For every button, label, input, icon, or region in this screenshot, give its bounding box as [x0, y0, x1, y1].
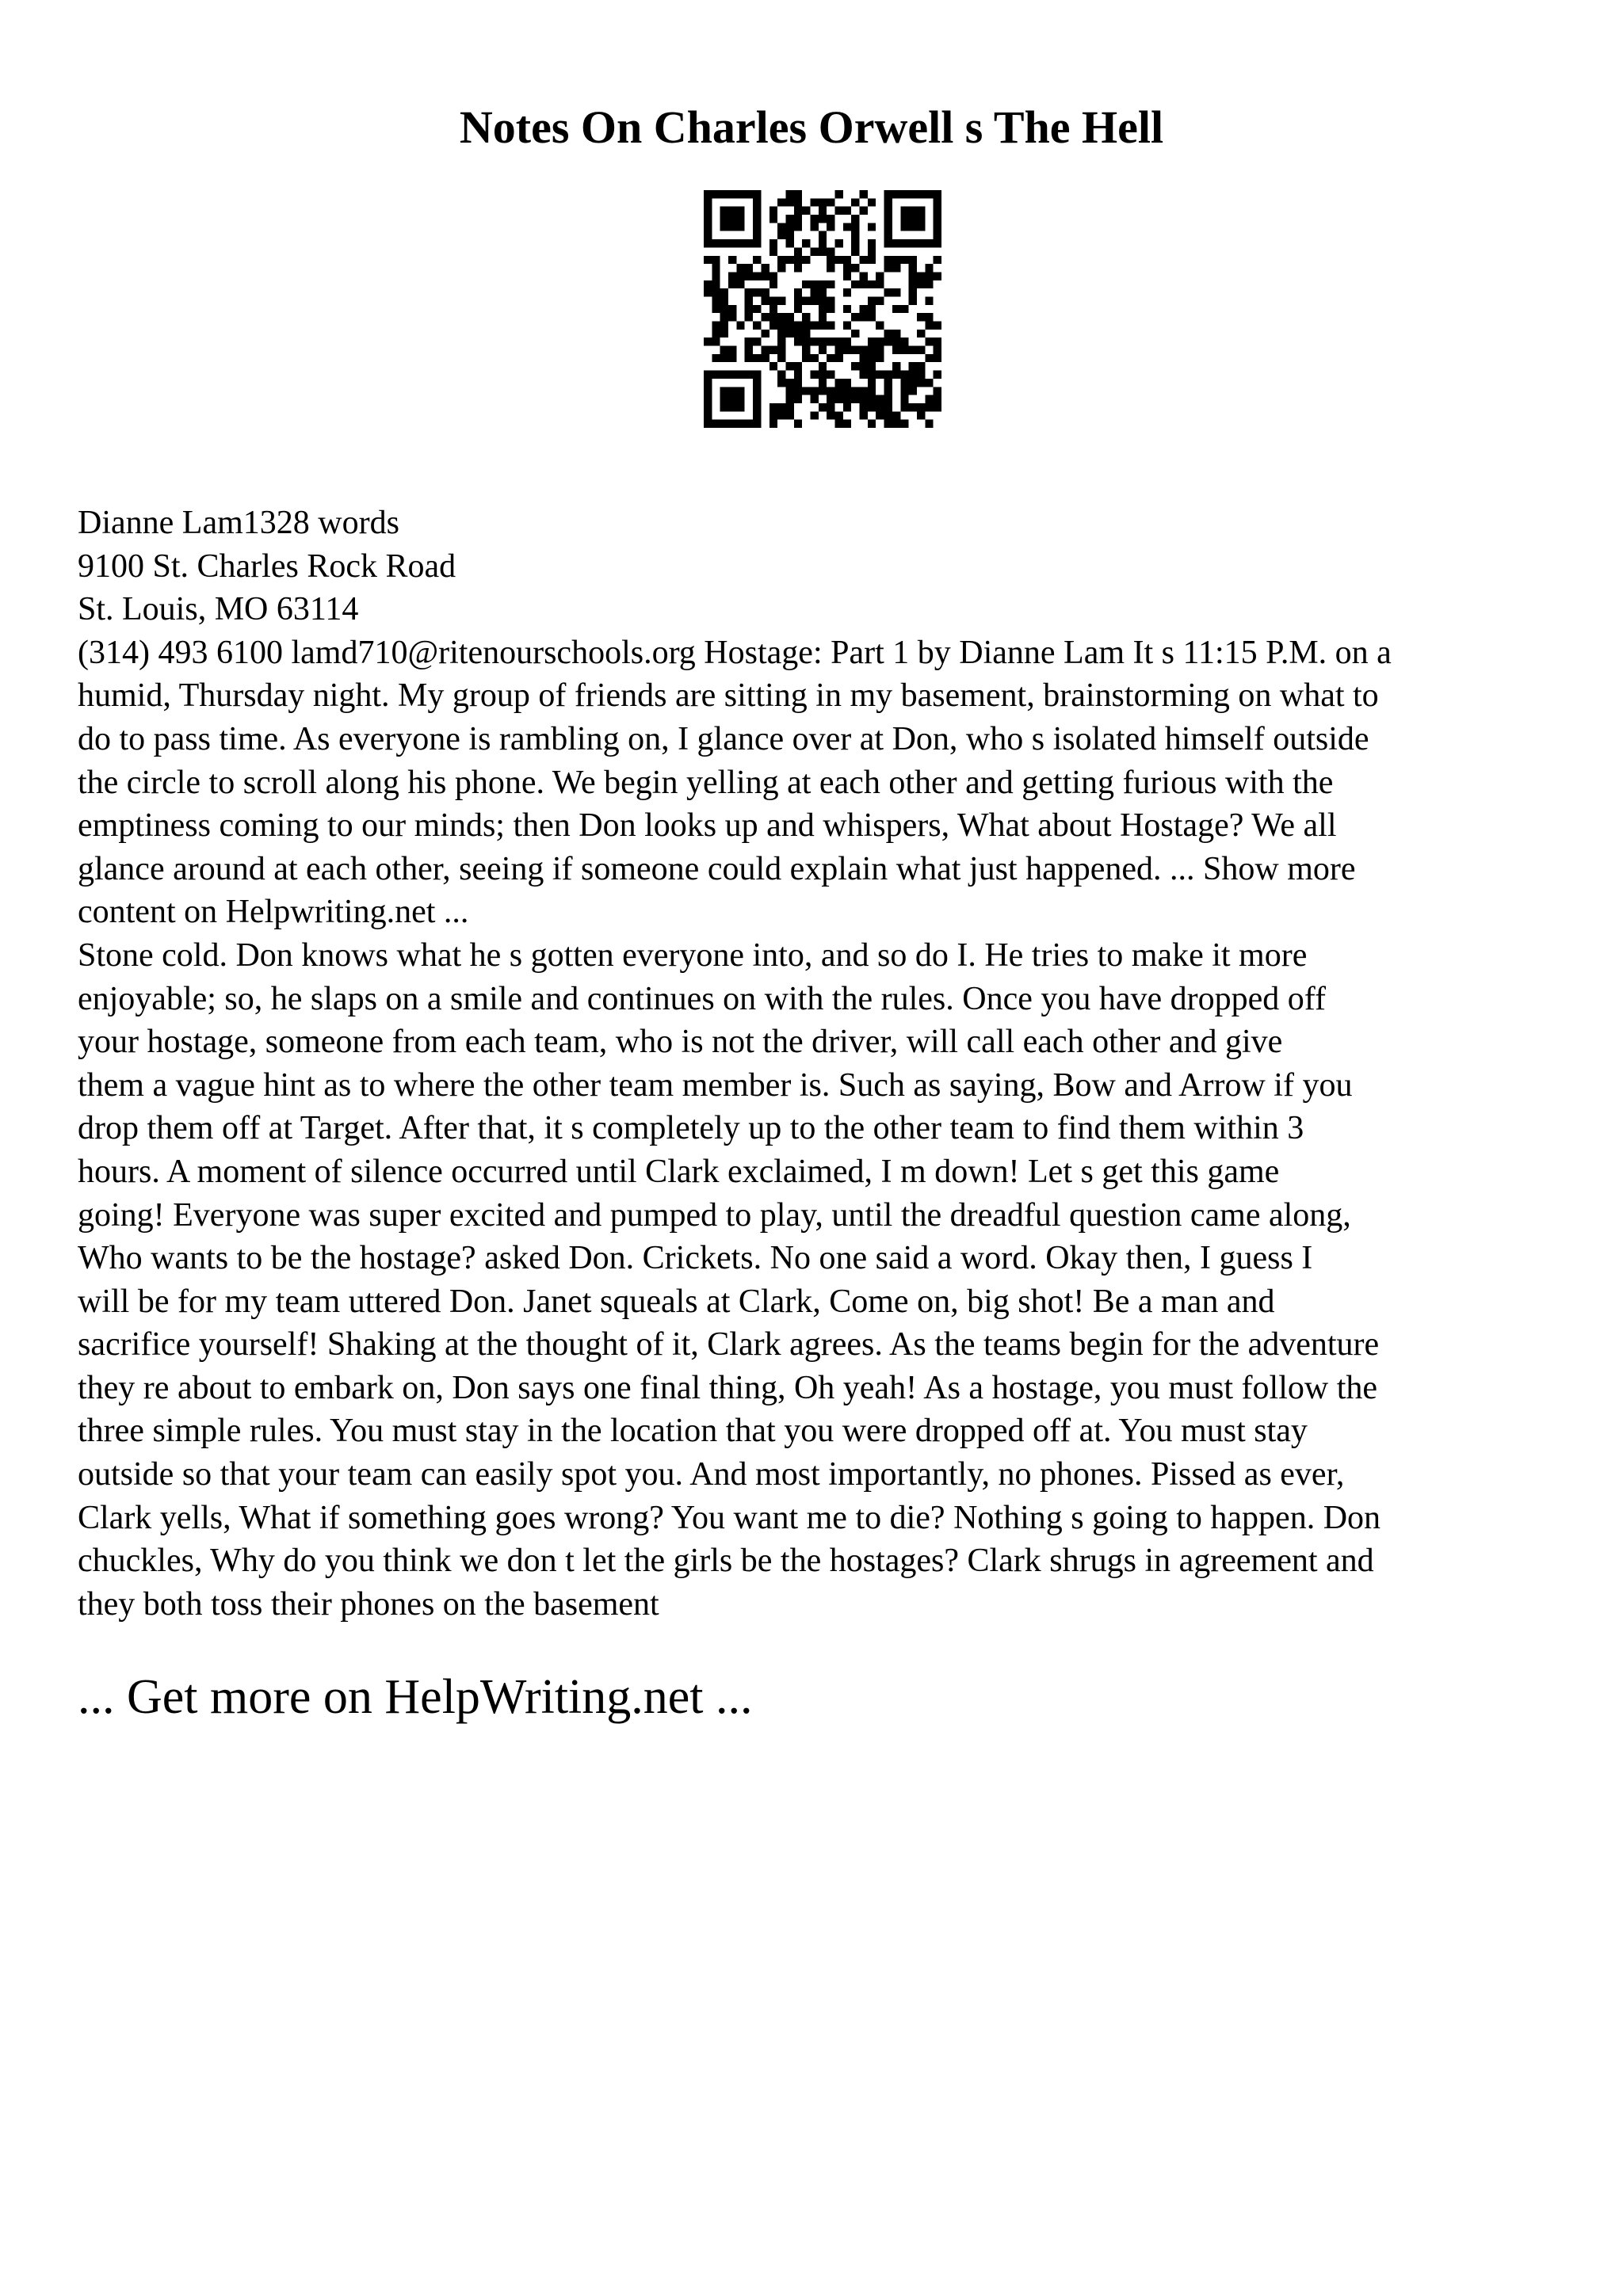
text-line: drop them off at Target. After that, it s completely up to the other team to find them within 3	[78, 1110, 1304, 1147]
text-line: sacrifice yourself! Shaking at the thought of it, Clark agrees. As the teams begin for the adventure	[78, 1326, 1380, 1363]
qr-code-graphic	[704, 190, 941, 428]
text-line: they re about to embark on, Don says one final thing, Oh yeah! As a hostage, you must follow the	[78, 1369, 1378, 1406]
text-line: will be for my team uttered Don. Janet squeals at Clark, Come on, big shot! Be a man and	[78, 1283, 1275, 1320]
text-line: Stone cold. Don knows what he s gotten everyone into, and so do I. He tries to make it more	[78, 936, 1308, 974]
helpwriting-link[interactable]: ... Get more on HelpWriting.net ...	[78, 1670, 753, 1724]
qr-code-icon	[704, 190, 941, 428]
text-line: emptiness coming to our minds; then Don looks up and whispers, What about Hostage? We all	[78, 807, 1337, 845]
text-line: them a vague hint as to where the other team member is. Such as saying, Bow and Arrow if you	[78, 1066, 1353, 1104]
text-line: content on Helpwriting.net ...	[78, 894, 469, 931]
text-line: glance around at each other, seeing if someone could explain what just happened. ... Show more	[78, 850, 1356, 887]
text-line: Clark yells, What if something goes wrong? You want me to die? Nothing s going to happen. Don	[78, 1499, 1381, 1536]
document-title: Notes On Charles Orwell s The Hell	[459, 101, 1164, 153]
text-line: humid, Thursday night. My group of friends are sitting in my basement, brainstorming on what to	[78, 677, 1379, 715]
text-line: the circle to scroll along his phone. We begin yelling at each other and getting furious with the	[78, 764, 1334, 801]
text-line: Who wants to be the hostage? asked Don. Crickets. No one said a word. Okay then, I guess I	[78, 1240, 1313, 1277]
document-body	[78, 502, 1568, 1626]
text-line: three simple rules. You must stay in the location that you were dropped off at. You must stay	[78, 1413, 1308, 1450]
text-line: outside so that your team can easily spot you. And most importantly, no phones. Pissed as ever,	[78, 1456, 1345, 1493]
text-line: they both toss their phones on the basement	[78, 1585, 659, 1623]
text-line: your hostage, someone from each team, who is not the driver, will call each other and give	[78, 1024, 1283, 1061]
text-line: (314) 493 6100 lamd710@ritenourschools.org Hostage: Part 1 by Dianne Lam It s 11:15 P.M. on a	[78, 634, 1392, 671]
text-line: enjoyable; so, he slaps on a smile and continues on with the rules. Once you have dropped off	[78, 980, 1327, 1017]
text-line: St. Louis, MO 63114	[78, 591, 359, 628]
text-line: do to pass time. As everyone is rambling on, I glance over at Don, who s isolated himself outside	[78, 720, 1369, 757]
text-line: 9100 St. Charles Rock Road	[78, 547, 456, 585]
text-line: going! Everyone was super excited and pumped to play, until the dreadful question came along,	[78, 1196, 1351, 1234]
text-line: chuckles, Why do you think we don t let the girls be the hostages? Clark shrugs in agreement and	[78, 1543, 1374, 1580]
text-line: hours. A moment of silence occurred until Clark exclaimed, I m down! Let s get this game	[78, 1153, 1280, 1190]
text-line: Dianne Lam1328 words	[78, 505, 399, 541]
